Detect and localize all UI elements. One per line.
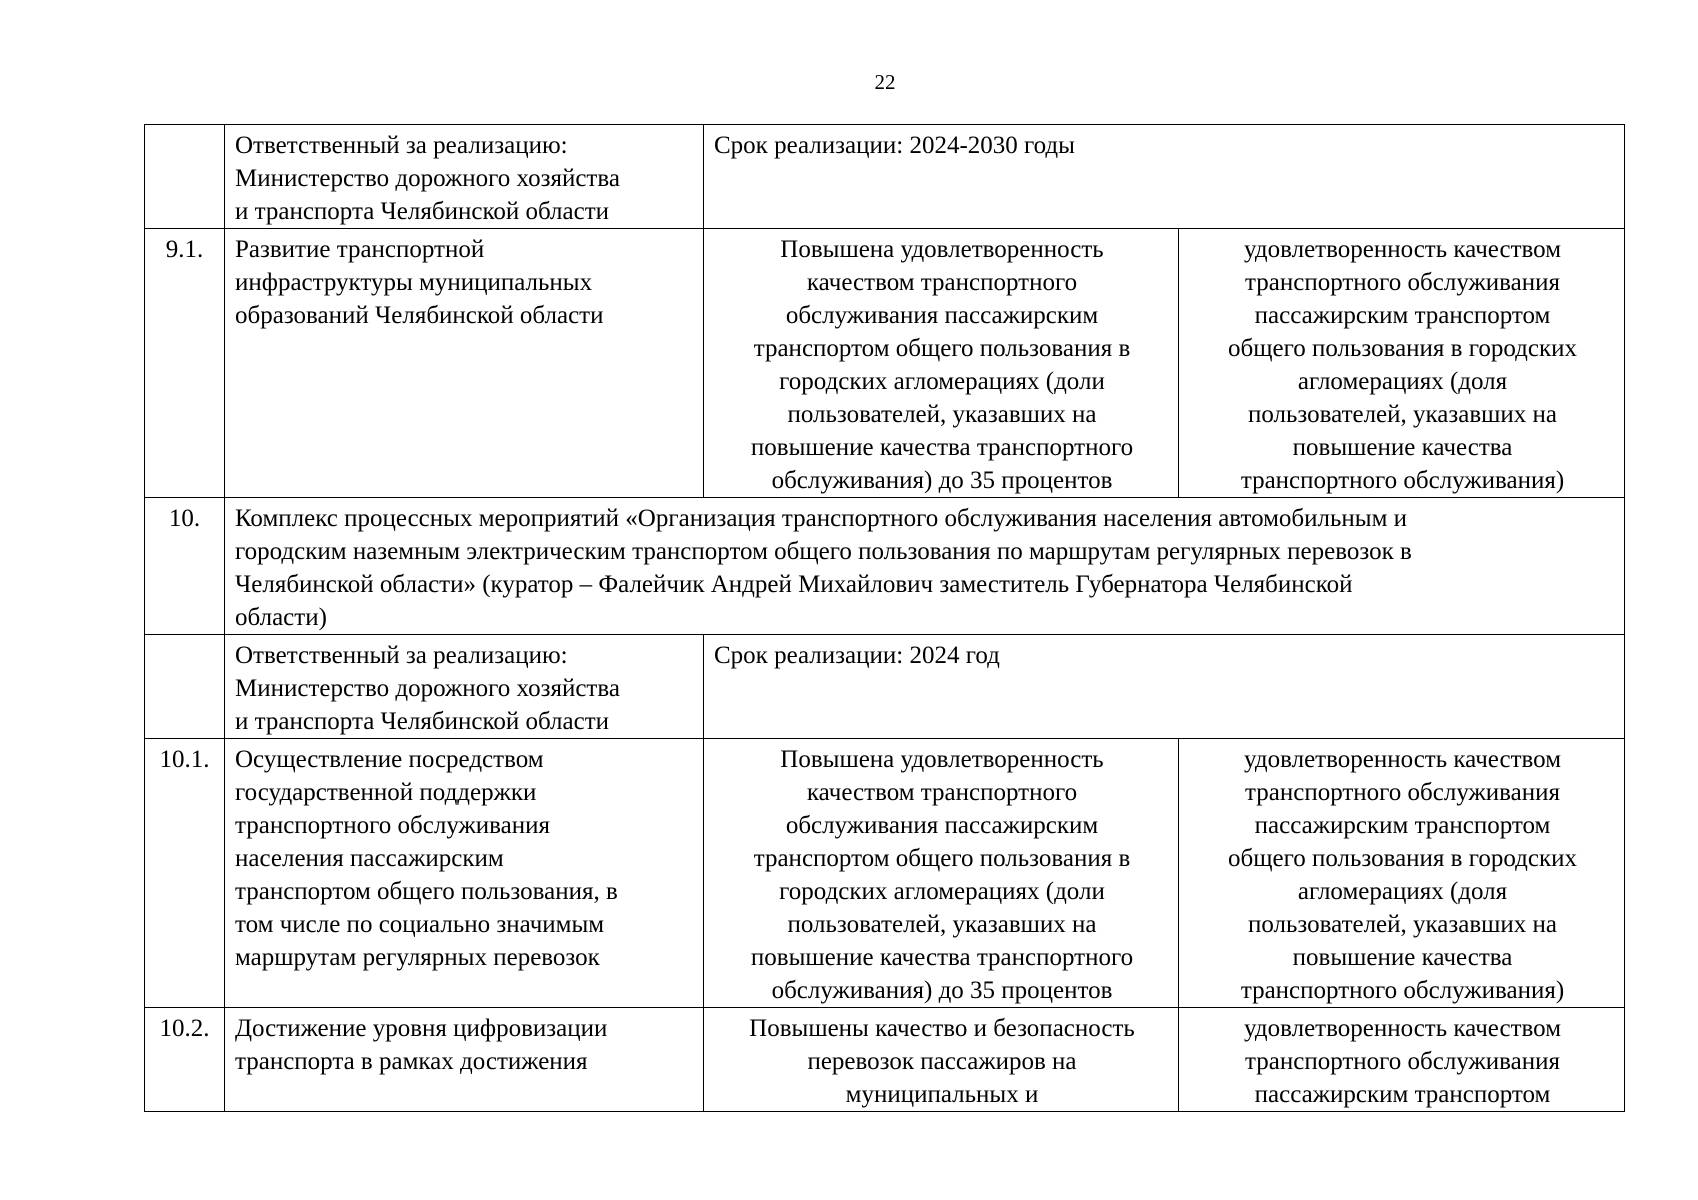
indicator-cell-line: повышение качества (1292, 434, 1513, 461)
indicator-cell-line: пассажирским транспортом (1254, 812, 1551, 839)
expected-effect-cell-line: обслуживания) до 35 процентов (771, 977, 1113, 1004)
row-number-cell-text: 9.1. (165, 236, 204, 263)
responsible-cell-line: Ответственный за реализацию: (235, 642, 568, 669)
complex-title-cell-line: области) (235, 604, 327, 631)
task-name-cell (225, 739, 704, 1008)
expected-effect-cell-line: пользователей, указавших на (787, 401, 1097, 428)
expected-effect-cell-line: муниципальных и (845, 1081, 1039, 1108)
task-name-cell-line: транспорта в рамках достижения (235, 1048, 588, 1075)
task-name-cell-line: Осуществление посредством (235, 746, 544, 773)
responsible-cell (225, 635, 704, 739)
indicator-cell-line: транспортного обслуживания (1245, 1048, 1560, 1075)
indicator-cell-line: пассажирским транспортом (1254, 1081, 1551, 1108)
expected-effect-cell-line: обслуживания пассажирским (785, 302, 1099, 329)
expected-effect-cell (704, 1008, 1179, 1112)
indicator-cell-line: повышение качества (1292, 944, 1513, 971)
indicator-cell-line: удовлетворенность качеством (1243, 746, 1562, 773)
expected-effect-cell (704, 229, 1179, 498)
term-cell (704, 125, 1625, 229)
row-number-cell-text: 10. (168, 505, 201, 532)
indicator-cell-line: агломерациях (доля (1297, 878, 1508, 905)
indicator-cell-line: транспортного обслуживания) (1240, 977, 1565, 1004)
row-number-cell (145, 635, 225, 739)
responsible-cell-line: Министерство дорожного хозяйства (235, 165, 620, 192)
task-name-cell-line: населения пассажирским (235, 845, 504, 872)
expected-effect-cell-line: Повышена удовлетворенность (780, 746, 1104, 773)
indicator-cell-line: удовлетворенность качеством (1243, 236, 1562, 263)
indicator-cell-line: транспортного обслуживания) (1240, 467, 1565, 494)
indicator-cell-line: транспортного обслуживания (1245, 269, 1560, 296)
table-row (145, 125, 1625, 229)
indicator-cell-line: пользователей, указавших на (1247, 401, 1558, 428)
indicator-cell-line: пользователей, указавших на (1247, 911, 1558, 938)
expected-effect-cell-line: Повышена удовлетворенность (780, 236, 1104, 263)
table-row (145, 498, 1625, 635)
expected-effect-cell-line: городских агломерациях (доли (779, 878, 1105, 905)
responsible-cell-line: и транспорта Челябинской области (235, 198, 610, 225)
expected-effect-cell-line: качеством транспортного (806, 269, 1078, 296)
task-name-cell-line: Развитие транспортной (235, 236, 485, 263)
term-cell (704, 635, 1625, 739)
expected-effect-cell-line: качеством транспортного (806, 779, 1078, 806)
expected-effect-cell-line: Повышены качество и безопасность (749, 1015, 1135, 1042)
expected-effect-cell-line: повышение качества транспортного (750, 434, 1134, 461)
indicator-cell-line: агломерациях (доля (1297, 368, 1508, 395)
task-name-cell-line: государственной поддержки (235, 779, 537, 806)
complex-title-cell-line: Челябинской области» (куратор – Фалейчик Андрей Михайлович заместитель Губернатора Челябинской (235, 571, 1353, 598)
term-cell-text: Срок реализации: 2024-2030 годы (714, 132, 1075, 159)
expected-effect-cell-line: повышение качества транспортного (750, 944, 1134, 971)
task-name-cell-line: образований Челябинской области (235, 302, 604, 329)
table-row (145, 635, 1625, 739)
complex-title-cell-line: городским наземным электрическим транспортом общего пользования по маршрутам регулярных перевозок в (235, 538, 1412, 565)
program-table (144, 124, 1625, 1112)
table-row (145, 1008, 1625, 1112)
row-number-cell (145, 498, 225, 635)
row-number-cell (145, 739, 225, 1008)
expected-effect-cell-line: перевозок пассажиров на (807, 1048, 1077, 1075)
indicator-cell-line: пассажирским транспортом (1254, 302, 1551, 329)
indicator-cell-line: удовлетворенность качеством (1243, 1015, 1562, 1042)
row-number-cell (145, 1008, 225, 1112)
responsible-cell-line: и транспорта Челябинской области (235, 708, 610, 735)
table-row (145, 739, 1625, 1008)
expected-effect-cell (704, 739, 1179, 1008)
term-cell-text: Срок реализации: 2024 год (714, 642, 1000, 669)
indicator-cell (1179, 1008, 1625, 1112)
table-row (145, 229, 1625, 498)
expected-effect-cell-line: транспортом общего пользования в (753, 335, 1131, 362)
expected-effect-cell-line: обслуживания пассажирским (785, 812, 1099, 839)
task-name-cell-line: транспортного обслуживания (235, 812, 550, 839)
responsible-cell-line: Министерство дорожного хозяйства (235, 675, 620, 702)
task-name-cell-line: том числе по социально значимым (235, 911, 605, 938)
expected-effect-cell-line: городских агломерациях (доли (779, 368, 1105, 395)
row-number-cell (145, 125, 225, 229)
row-number-cell-text: 10.2. (159, 1015, 210, 1042)
expected-effect-cell-line: обслуживания) до 35 процентов (771, 467, 1113, 494)
indicator-cell (1179, 229, 1625, 498)
indicator-cell-line: общего пользования в городских (1228, 845, 1577, 872)
indicator-cell-line: транспортного обслуживания (1245, 779, 1560, 806)
task-name-cell (225, 229, 704, 498)
expected-effect-cell-line: пользователей, указавших на (787, 911, 1097, 938)
indicator-cell-line: общего пользования в городских (1228, 335, 1577, 362)
complex-title-cell-line: Комплекс процессных мероприятий «Организация транспортного обслуживания населения автомобильным и (235, 505, 1408, 532)
row-number-cell (145, 229, 225, 498)
indicator-cell (1179, 739, 1625, 1008)
row-number-cell-text: 10.1. (159, 746, 210, 773)
page-number: 22 (874, 70, 896, 94)
responsible-cell-line: Ответственный за реализацию: (235, 132, 568, 159)
expected-effect-cell-line: транспортом общего пользования в (753, 845, 1131, 872)
task-name-cell-line: Достижение уровня цифровизации (235, 1015, 608, 1042)
task-name-cell (225, 1008, 704, 1112)
task-name-cell-line: инфраструктуры муниципальных (235, 269, 593, 296)
task-name-cell-line: транспортом общего пользования, в (235, 878, 618, 905)
complex-title-cell (225, 498, 1625, 635)
responsible-cell (225, 125, 704, 229)
task-name-cell-line: маршрутам регулярных перевозок (235, 944, 600, 971)
